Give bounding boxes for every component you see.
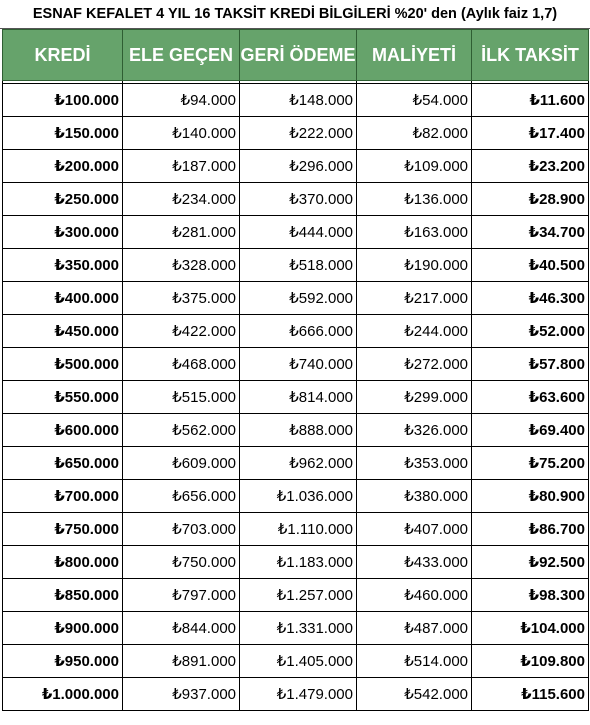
- cell-kredi[interactable]: ₺150.000: [3, 117, 123, 150]
- header-ilk-taksit[interactable]: İLK TAKSİT: [472, 30, 589, 81]
- cell-ilk-taksit[interactable]: ₺46.300: [472, 282, 589, 315]
- cell-kredi[interactable]: ₺650.000: [3, 447, 123, 480]
- cell-ilk-taksit[interactable]: ₺11.600: [472, 84, 589, 117]
- cell-ele-gecen[interactable]: ₺844.000: [123, 612, 240, 645]
- table-row: [3, 150, 589, 183]
- cell-ele-gecen[interactable]: ₺797.000: [123, 579, 240, 612]
- credit-table: [2, 29, 589, 711]
- cell-ilk-taksit[interactable]: ₺52.000: [472, 315, 589, 348]
- cell-maliyeti[interactable]: ₺487.000: [357, 612, 472, 645]
- cell-ilk-taksit[interactable]: ₺57.800: [472, 348, 589, 381]
- cell-ele-gecen[interactable]: ₺750.000: [123, 546, 240, 579]
- cell-ele-gecen[interactable]: ₺468.000: [123, 348, 240, 381]
- table-row: [3, 645, 589, 678]
- cell-kredi[interactable]: ₺950.000: [3, 645, 123, 678]
- cell-maliyeti[interactable]: ₺460.000: [357, 579, 472, 612]
- cell-ilk-taksit[interactable]: ₺17.400: [472, 117, 589, 150]
- cell-maliyeti[interactable]: ₺217.000: [357, 282, 472, 315]
- table-row: [3, 414, 589, 447]
- cell-kredi[interactable]: ₺500.000: [3, 348, 123, 381]
- cell-maliyeti[interactable]: ₺433.000: [357, 546, 472, 579]
- cell-ilk-taksit[interactable]: ₺23.200: [472, 150, 589, 183]
- table-row: [3, 348, 589, 381]
- cell-geri-odeme[interactable]: ₺592.000: [240, 282, 357, 315]
- table-row: [3, 282, 589, 315]
- cell-ilk-taksit[interactable]: ₺98.300: [472, 579, 589, 612]
- cell-kredi[interactable]: ₺200.000: [3, 150, 123, 183]
- table-row: [3, 381, 589, 414]
- cell-geri-odeme[interactable]: ₺296.000: [240, 150, 357, 183]
- cell-ilk-taksit[interactable]: ₺34.700: [472, 216, 589, 249]
- table-body: [3, 81, 589, 711]
- cell-ilk-taksit[interactable]: ₺63.600: [472, 381, 589, 414]
- cell-maliyeti[interactable]: ₺272.000: [357, 348, 472, 381]
- header-maliyeti[interactable]: MALİYETİ: [357, 30, 472, 81]
- table-row: [3, 84, 589, 117]
- header-row: [3, 30, 589, 81]
- cell-ele-gecen[interactable]: ₺515.000: [123, 381, 240, 414]
- cell-kredi[interactable]: ₺700.000: [3, 480, 123, 513]
- cell-ele-gecen[interactable]: ₺891.000: [123, 645, 240, 678]
- cell-ele-gecen[interactable]: ₺562.000: [123, 414, 240, 447]
- table-row: [3, 480, 589, 513]
- table-row: [3, 315, 589, 348]
- cell-maliyeti[interactable]: ₺326.000: [357, 414, 472, 447]
- cell-geri-odeme[interactable]: ₺370.000: [240, 183, 357, 216]
- cell-maliyeti[interactable]: ₺136.000: [357, 183, 472, 216]
- header-ele-gecen[interactable]: ELE GEÇEN: [123, 30, 240, 81]
- cell-ilk-taksit[interactable]: ₺109.800: [472, 645, 589, 678]
- cell-kredi[interactable]: ₺600.000: [3, 414, 123, 447]
- cell-kredi[interactable]: ₺550.000: [3, 381, 123, 414]
- cell-ilk-taksit[interactable]: ₺80.900: [472, 480, 589, 513]
- cell-kredi[interactable]: ₺850.000: [3, 579, 123, 612]
- table-row: [3, 183, 589, 216]
- cell-geri-odeme[interactable]: ₺1.036.000: [240, 480, 357, 513]
- cell-geri-odeme[interactable]: ₺1.331.000: [240, 612, 357, 645]
- table-row: [3, 117, 589, 150]
- cell-geri-odeme[interactable]: ₺518.000: [240, 249, 357, 282]
- table-row: [3, 612, 589, 645]
- table-row: [3, 678, 589, 711]
- cell-kredi[interactable]: ₺800.000: [3, 546, 123, 579]
- cell-kredi[interactable]: ₺450.000: [3, 315, 123, 348]
- cell-maliyeti[interactable]: ₺163.000: [357, 216, 472, 249]
- cell-ele-gecen[interactable]: ₺234.000: [123, 183, 240, 216]
- cell-ele-gecen[interactable]: ₺656.000: [123, 480, 240, 513]
- cell-geri-odeme[interactable]: ₺962.000: [240, 447, 357, 480]
- cell-kredi[interactable]: ₺1.000.000: [3, 678, 123, 711]
- cell-kredi[interactable]: ₺100.000: [3, 84, 123, 117]
- cell-ilk-taksit[interactable]: ₺86.700: [472, 513, 589, 546]
- cell-geri-odeme[interactable]: ₺888.000: [240, 414, 357, 447]
- cell-ele-gecen[interactable]: ₺375.000: [123, 282, 240, 315]
- cell-maliyeti[interactable]: ₺190.000: [357, 249, 472, 282]
- cell-geri-odeme[interactable]: ₺666.000: [240, 315, 357, 348]
- cell-geri-odeme[interactable]: ₺1.183.000: [240, 546, 357, 579]
- cell-geri-odeme[interactable]: ₺1.257.000: [240, 579, 357, 612]
- cell-geri-odeme[interactable]: ₺222.000: [240, 117, 357, 150]
- cell-maliyeti[interactable]: ₺514.000: [357, 645, 472, 678]
- table-row: [3, 216, 589, 249]
- cell-ilk-taksit[interactable]: ₺40.500: [472, 249, 589, 282]
- cell-kredi[interactable]: ₺750.000: [3, 513, 123, 546]
- sheet-title: ESNAF KEFALET 4 YIL 16 TAKSİT KREDİ BİLGİLERİ %20' den (Aylık faiz 1,7): [0, 0, 590, 29]
- header-kredi[interactable]: KREDİ: [3, 30, 123, 81]
- table-row: [3, 579, 589, 612]
- cell-ele-gecen[interactable]: ₺94.000: [123, 84, 240, 117]
- cell-ilk-taksit[interactable]: ₺69.400: [472, 414, 589, 447]
- cell-ele-gecen[interactable]: ₺328.000: [123, 249, 240, 282]
- cell-maliyeti[interactable]: ₺82.000: [357, 117, 472, 150]
- table-row: [3, 249, 589, 282]
- cell-kredi[interactable]: ₺300.000: [3, 216, 123, 249]
- cell-kredi[interactable]: ₺900.000: [3, 612, 123, 645]
- cell-geri-odeme[interactable]: ₺148.000: [240, 84, 357, 117]
- cell-ele-gecen[interactable]: ₺281.000: [123, 216, 240, 249]
- cell-ele-gecen[interactable]: ₺609.000: [123, 447, 240, 480]
- cell-maliyeti[interactable]: ₺54.000: [357, 84, 472, 117]
- header-geri-odeme[interactable]: GERİ ÖDEME: [240, 30, 357, 81]
- table-row: [3, 513, 589, 546]
- cell-geri-odeme[interactable]: ₺1.110.000: [240, 513, 357, 546]
- cell-maliyeti[interactable]: ₺353.000: [357, 447, 472, 480]
- cell-kredi[interactable]: ₺250.000: [3, 183, 123, 216]
- table-row: [3, 546, 589, 579]
- cell-maliyeti[interactable]: ₺109.000: [357, 150, 472, 183]
- cell-ilk-taksit[interactable]: ₺92.500: [472, 546, 589, 579]
- cell-geri-odeme[interactable]: ₺1.405.000: [240, 645, 357, 678]
- table-row: [3, 447, 589, 480]
- cell-ele-gecen[interactable]: ₺187.000: [123, 150, 240, 183]
- cell-maliyeti[interactable]: ₺244.000: [357, 315, 472, 348]
- cell-ilk-taksit[interactable]: ₺28.900: [472, 183, 589, 216]
- cell-maliyeti[interactable]: ₺380.000: [357, 480, 472, 513]
- cell-ilk-taksit[interactable]: ₺104.000: [472, 612, 589, 645]
- cell-ele-gecen[interactable]: ₺703.000: [123, 513, 240, 546]
- cell-kredi[interactable]: ₺400.000: [3, 282, 123, 315]
- cell-ele-gecen[interactable]: ₺140.000: [123, 117, 240, 150]
- cell-ele-gecen[interactable]: ₺422.000: [123, 315, 240, 348]
- cell-maliyeti[interactable]: ₺407.000: [357, 513, 472, 546]
- cell-maliyeti[interactable]: ₺542.000: [357, 678, 472, 711]
- cell-maliyeti[interactable]: ₺299.000: [357, 381, 472, 414]
- cell-geri-odeme[interactable]: ₺740.000: [240, 348, 357, 381]
- cell-kredi[interactable]: ₺350.000: [3, 249, 123, 282]
- cell-ele-gecen[interactable]: ₺937.000: [123, 678, 240, 711]
- cell-ilk-taksit[interactable]: ₺75.200: [472, 447, 589, 480]
- cell-ilk-taksit[interactable]: ₺115.600: [472, 678, 589, 711]
- cell-geri-odeme[interactable]: ₺1.479.000: [240, 678, 357, 711]
- cell-geri-odeme[interactable]: ₺814.000: [240, 381, 357, 414]
- cell-geri-odeme[interactable]: ₺444.000: [240, 216, 357, 249]
